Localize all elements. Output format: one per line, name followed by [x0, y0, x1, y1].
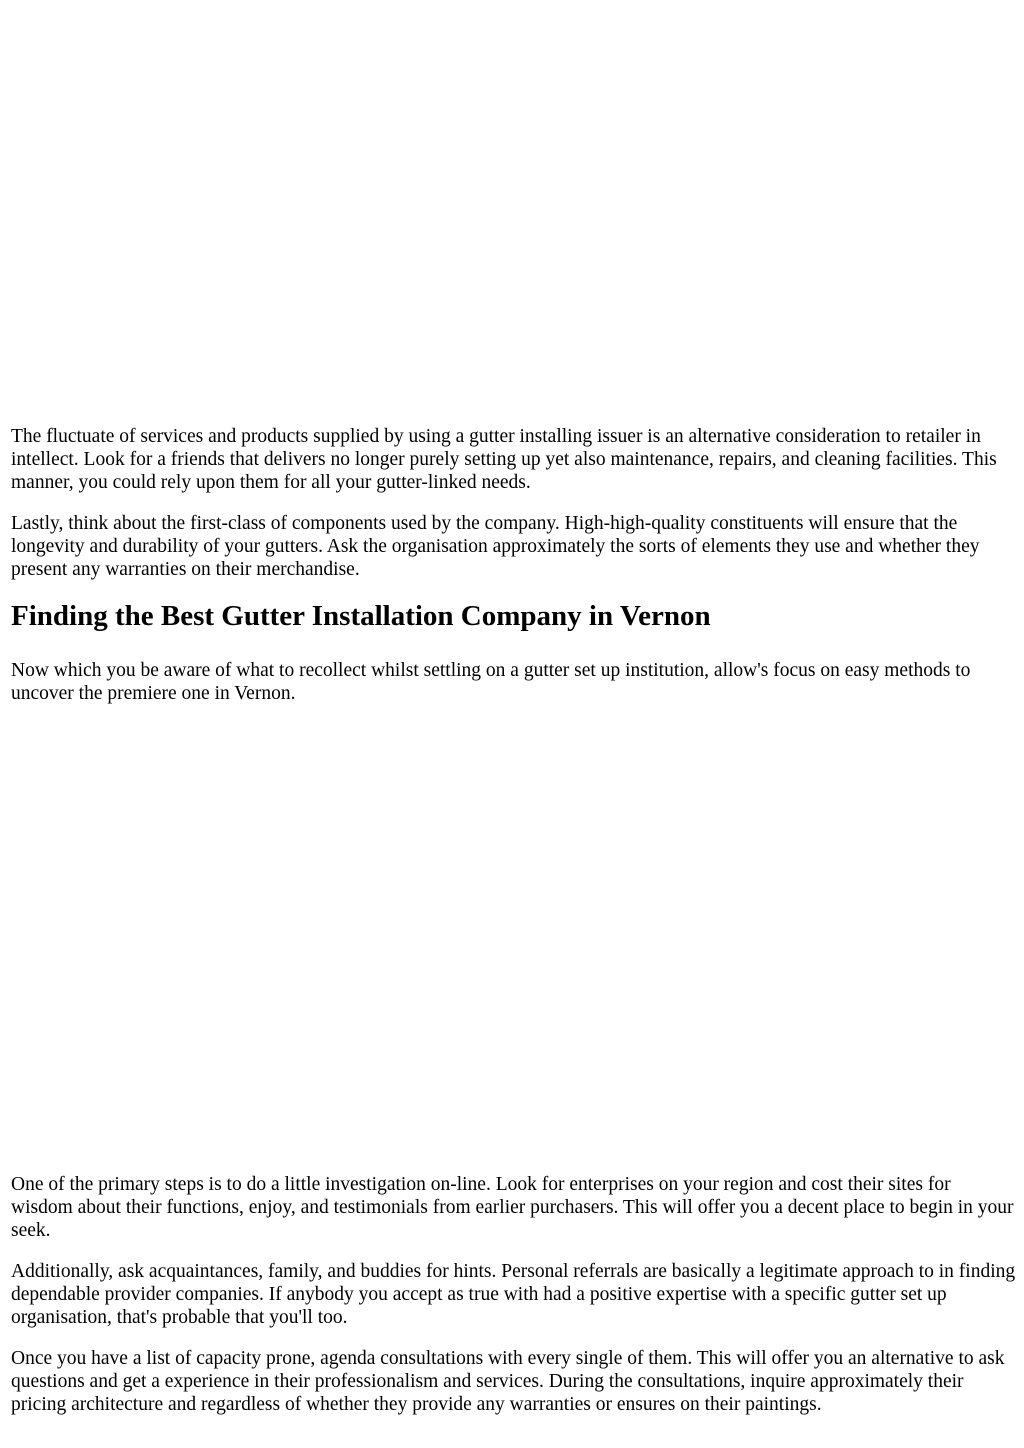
body-paragraph-referrals: Additionally, ask acquaintances, family, and buddies for hints. Personal referrals are basically a legitimate approach to in finding dependable provider companies. If anybody you accept as true with had a positive expertise with a specific gutter set up organisation, that's probable that you'll too.: [11, 1261, 1016, 1328]
body-paragraph-components: Lastly, think about the first-class of components used by the company. High-high-quality constituents will ensure that the longevity and durability of your gutters. Ask the organisation approximately the sorts of elements they use and whether they present any warranties on their merchandise.: [11, 513, 980, 580]
body-paragraph-research: One of the primary steps is to do a little investigation on-line. Look for enterprises on your region and cost their sites for wisdom about their functions, enjoy, and testimonials from earlier purchasers. This will offer you a decent place to begin in your seek.: [11, 1174, 1014, 1241]
article: [11, 0, 1016, 1434]
blank-media-area-top: [11, 0, 1016, 425]
body-paragraph-services: The fluctuate of services and products supplied by using a gutter installing issuer is an alternative consideration to retailer in intellect. Look for a friends that delivers no longer purely setting up yet also maintenance, repairs, and cleaning facilities. This manner, you could rely upon them for all your gutter-linked needs.: [11, 426, 997, 493]
body-paragraph-intro: Now which you be aware of what to recollect whilst settling on a gutter set up institution, allow's focus on easy methods to uncover the premiere one in Vernon.: [11, 660, 971, 704]
body-paragraph-consultations: Once you have a list of capacity prone, agenda consultations with every single of them. This will offer you an alternative to ask questions and get a experience in their professionalism and services. During the consultations, inquire approximately their pricing architecture and regardless of whether they provide any warranties or ensures on their paintings.: [11, 1348, 1005, 1415]
blank-media-area-middle: [11, 723, 1016, 1173]
section-heading: Finding the Best Gutter Installation Company in Vernon: [11, 600, 711, 632]
